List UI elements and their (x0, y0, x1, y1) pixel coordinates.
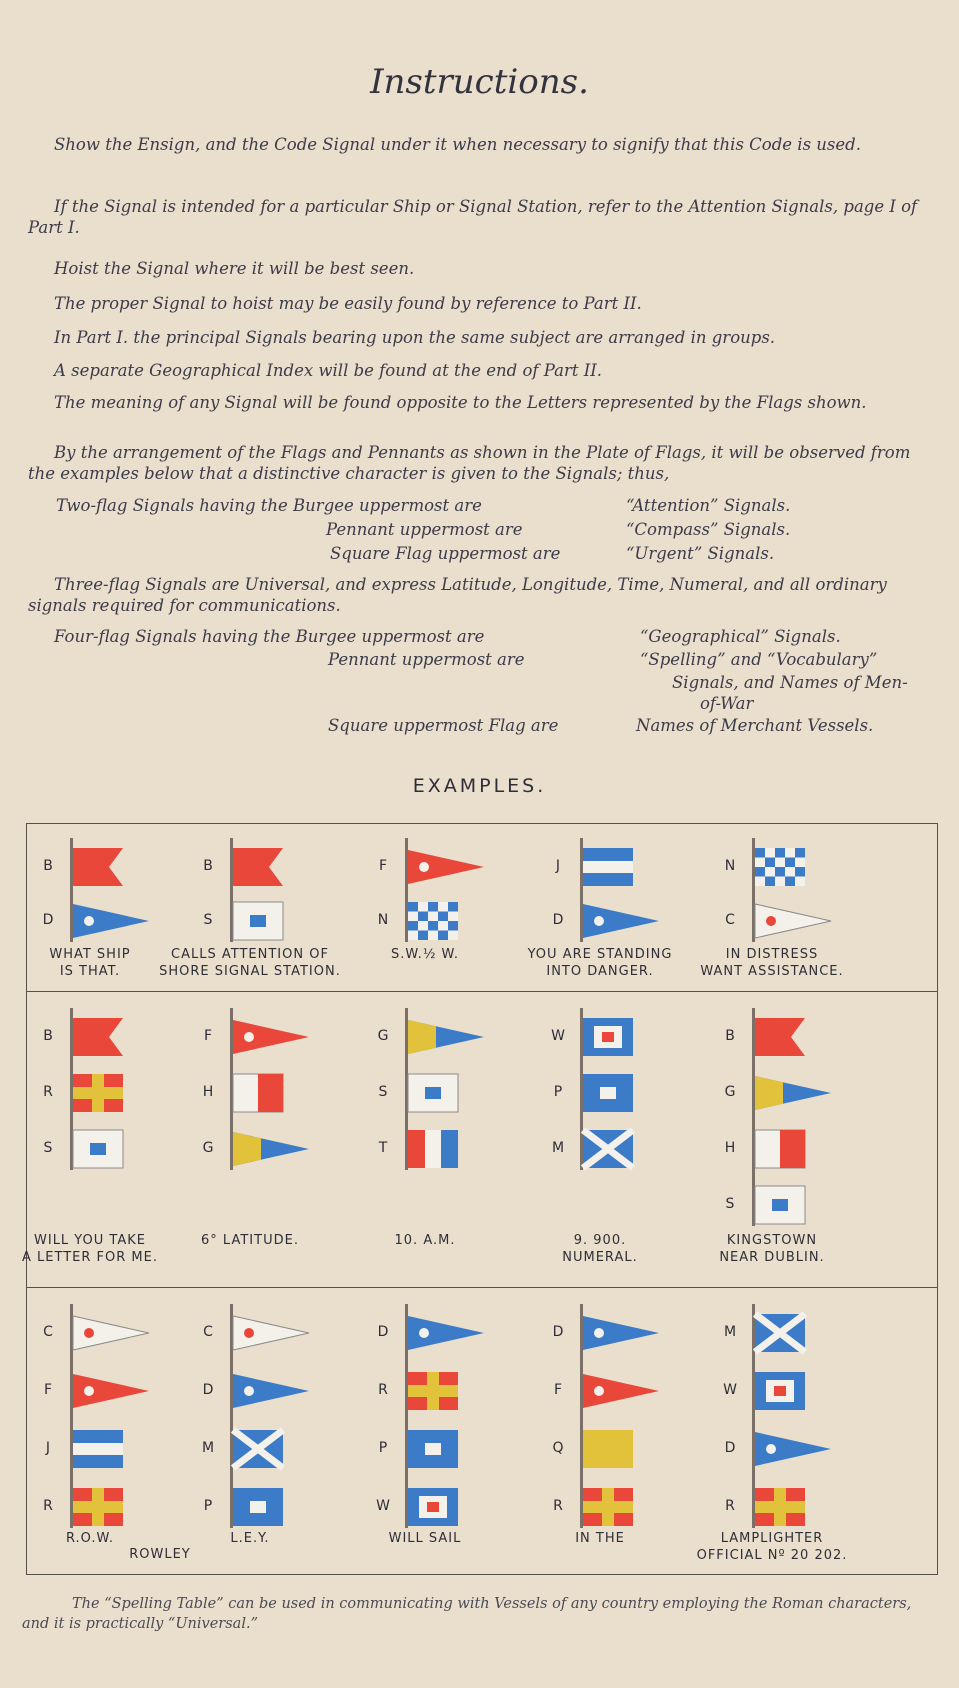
flag-letter: J (45, 1440, 51, 1456)
flag-letter: S (43, 1140, 53, 1156)
example-caption-line: NUMERAL. (562, 1250, 638, 1265)
example-caption (325, 946, 525, 980)
example-caption (672, 1530, 872, 1564)
example-caption-line: IS THAT. (59, 964, 121, 979)
three-flag-rule: Three-flag Signals are Universal, and express Latitude, Longitude, Time, Numeral, and all ordinary signals required for communications. (28, 575, 887, 615)
example-caption-line: NEAR DUBLIN. (719, 1250, 825, 1265)
example-caption-line: KINGSTOWN (726, 1233, 818, 1248)
flag-letter: T (378, 1140, 388, 1156)
signal-flag-d (408, 1314, 488, 1356)
example-caption-line: LAMPLIGHTER (720, 1531, 824, 1546)
signal-flag-r (583, 1488, 663, 1530)
rowley-caption: ROWLEY (129, 1547, 191, 1562)
instruction-paragraph: The proper Signal to hoist may be easily found by reference to Part II. (54, 294, 642, 313)
instruction-paragraph: By the arrangement of the Flags and Pennants as shown in the Plate of Flags, it will be observed from the examples below that a distinctive character is given to the Signals; thus, (28, 443, 911, 483)
example-caption-line: OFFICIAL Nº 20 202. (696, 1548, 848, 1563)
example-caption (500, 1530, 700, 1564)
signal-flag-s (233, 902, 313, 944)
signal-flag-d (73, 902, 153, 944)
flag-letter: H (202, 1084, 214, 1100)
signal-flag-c (233, 1314, 313, 1356)
flag-letter: R (378, 1382, 388, 1398)
example-caption (672, 946, 872, 980)
two-flag-rule-right: “Attention” Signals. (626, 496, 791, 515)
example-caption-line: L.E.Y. (230, 1531, 270, 1546)
flag-letter: S (203, 912, 213, 928)
flag-letter: D (552, 912, 564, 928)
signal-flag-f (583, 1372, 663, 1414)
example-caption-line (150, 1249, 350, 1266)
four-flag-rule-right: “Geographical” Signals. (640, 627, 841, 646)
example-caption-line: WILL SAIL (388, 1531, 462, 1546)
flag-letter: M (201, 1440, 215, 1456)
flag-letter: B (43, 1028, 53, 1044)
row-divider (26, 991, 938, 992)
example-caption-line: CALLS ATTENTION OF (171, 947, 329, 962)
flag-letter: Q (552, 1440, 564, 1456)
signal-flag-t (408, 1130, 488, 1172)
signal-flag-h (233, 1074, 313, 1116)
example-caption (672, 1232, 872, 1266)
signal-flag-m (233, 1430, 313, 1472)
two-flag-rule-right: “Urgent” Signals. (626, 544, 775, 563)
example-caption-line: WILL YOU TAKE (34, 1233, 146, 1248)
flag-letter: J (555, 858, 561, 874)
example-caption-line (325, 1249, 525, 1266)
signal-flag-j (73, 1430, 153, 1472)
four-flag-rule-right: Signals, and Names of Men- (672, 673, 908, 692)
signal-flag-p (583, 1074, 663, 1116)
example-caption-line: INTO DANGER. (546, 964, 654, 979)
two-flag-rule-left: Square Flag uppermost are (330, 544, 561, 563)
signal-flag-n (755, 848, 835, 890)
flag-letter: G (377, 1028, 389, 1044)
example-caption-line (325, 1547, 525, 1564)
signal-flag-f (233, 1018, 313, 1060)
signal-flag-w (755, 1372, 835, 1414)
instruction-paragraph: Show the Ensign, and the Code Signal under it when necessary to signify that this Code is used. (54, 135, 861, 154)
flag-letter: D (724, 1440, 736, 1456)
signal-flag-r (408, 1372, 488, 1414)
four-flag-rule-left: Four-flag Signals having the Burgee uppermost are (54, 627, 485, 646)
example-caption-line: WHAT SHIP (49, 947, 131, 962)
signal-flag-d (233, 1372, 313, 1414)
flag-letter: W (551, 1028, 565, 1044)
signal-flag-d (755, 1430, 835, 1472)
signal-flag-m (583, 1130, 663, 1172)
signal-flag-b (73, 1018, 153, 1060)
flag-letter: R (725, 1498, 735, 1514)
signal-flag-j (583, 848, 663, 890)
examples-heading: EXAMPLES. (412, 775, 547, 797)
example-caption (500, 946, 700, 980)
signal-flag-h (755, 1130, 835, 1172)
flag-letter: F (43, 1382, 53, 1398)
example-caption (325, 1232, 525, 1266)
signal-flag-b (233, 848, 313, 890)
flag-letter: N (377, 912, 389, 928)
example-caption-line: A LETTER FOR ME. (22, 1250, 158, 1265)
flag-letter: W (723, 1382, 737, 1398)
four-flag-rule-right: Names of Merchant Vessels. (636, 716, 874, 735)
example-caption (325, 1530, 525, 1564)
flag-letter: B (725, 1028, 735, 1044)
four-flag-rule-right: “Spelling” and “Vocabulary” (640, 650, 878, 669)
flag-letter: R (553, 1498, 563, 1514)
flag-letter: D (377, 1324, 389, 1340)
signal-flag-q (583, 1430, 663, 1472)
two-flag-rule-left: Pennant uppermost are (326, 520, 523, 539)
page-title: Instructions. (370, 62, 589, 102)
example-caption-line: IN DISTRESS (725, 947, 819, 962)
flag-letter: F (553, 1382, 563, 1398)
signal-flag-r (755, 1488, 835, 1530)
two-flag-rule-right: “Compass” Signals. (626, 520, 791, 539)
flag-letter: D (42, 912, 54, 928)
instruction-paragraph: Hoist the Signal where it will be best seen. (54, 259, 415, 278)
signal-flag-w (408, 1488, 488, 1530)
example-caption (500, 1232, 700, 1266)
flag-letter: M (551, 1140, 565, 1156)
footer-note: The “Spelling Table” can be used in communicating with Vessels of any country employing the Roman characters, and it is practically “Universal.” (22, 1596, 912, 1632)
signal-flag-g (408, 1018, 488, 1060)
flag-letter: G (724, 1084, 736, 1100)
flag-letter: S (378, 1084, 388, 1100)
flag-letter: G (202, 1140, 214, 1156)
flag-letter: P (203, 1498, 213, 1514)
four-flag-rule-left: Square uppermost Flag are (328, 716, 559, 735)
example-caption-line: IN THE (575, 1531, 625, 1546)
example-caption-line: YOU ARE STANDING (527, 947, 673, 962)
example-caption (150, 1232, 350, 1266)
signal-flag-p (408, 1430, 488, 1472)
four-flag-rule-left: Pennant uppermost are (328, 650, 525, 669)
flag-letter: P (378, 1440, 388, 1456)
example-caption-line: SHORE SIGNAL STATION. (159, 964, 341, 979)
signal-flag-s (408, 1074, 488, 1116)
flag-letter: R (43, 1498, 53, 1514)
example-caption-line: S.W.½ W. (390, 947, 460, 962)
signal-flag-c (73, 1314, 153, 1356)
signal-flag-d (583, 1314, 663, 1356)
flag-letter: S (725, 1196, 735, 1212)
signal-flag-f (73, 1372, 153, 1414)
flag-letter: F (203, 1028, 213, 1044)
instruction-paragraph: A separate Geographical Index will be found at the end of Part II. (54, 361, 602, 380)
example-caption (150, 946, 350, 980)
signal-flag-s (73, 1130, 153, 1172)
row-divider (26, 1287, 938, 1288)
instruction-paragraph: If the Signal is intended for a particular Ship or Signal Station, refer to the Attention Signals, page I of Part I. (28, 197, 918, 237)
instruction-paragraph: In Part I. the principal Signals bearing upon the same subject are arranged in groups. (54, 328, 776, 347)
signal-flag-s (755, 1186, 835, 1228)
instruction-paragraph: The meaning of any Signal will be found opposite to the Letters represented by the Flags shown. (54, 393, 867, 412)
signal-flag-g (233, 1130, 313, 1172)
example-caption-line: 10. A.M. (394, 1233, 456, 1248)
flag-letter: B (43, 858, 53, 874)
flag-letter: F (378, 858, 388, 874)
example-caption-line: R.O.W. (65, 1531, 115, 1546)
signal-flag-m (755, 1314, 835, 1356)
flag-letter: C (725, 912, 735, 928)
signal-flag-g (755, 1074, 835, 1116)
signal-flag-r (73, 1074, 153, 1116)
example-caption-line: 9. 900. (573, 1233, 627, 1248)
example-caption-line (325, 963, 525, 980)
signal-flag-p (233, 1488, 313, 1530)
flag-letter: C (43, 1324, 53, 1340)
flag-letter: W (376, 1498, 390, 1514)
signal-flag-r (73, 1488, 153, 1530)
flag-letter: P (553, 1084, 563, 1100)
flag-letter: B (203, 858, 213, 874)
signal-flag-d (583, 902, 663, 944)
two-flag-rule-left: Two-flag Signals having the Burgee uppermost are (56, 496, 482, 515)
signal-flag-n (408, 902, 488, 944)
flag-letter: D (202, 1382, 214, 1398)
flag-letter: D (552, 1324, 564, 1340)
example-caption-line (500, 1547, 700, 1564)
flag-letter: H (724, 1140, 736, 1156)
signal-flag-f (408, 848, 488, 890)
flag-letter: C (203, 1324, 213, 1340)
signal-flag-w (583, 1018, 663, 1060)
signal-flag-b (73, 848, 153, 890)
signal-flag-b (755, 1018, 835, 1060)
flag-letter: R (43, 1084, 53, 1100)
flag-letter: N (724, 858, 736, 874)
flag-letter: M (723, 1324, 737, 1340)
example-caption-line: WANT ASSISTANCE. (700, 964, 844, 979)
signal-flag-c (755, 902, 835, 944)
four-flag-rule-right: of-War (700, 694, 754, 713)
example-caption-line: 6° LATITUDE. (201, 1233, 299, 1248)
